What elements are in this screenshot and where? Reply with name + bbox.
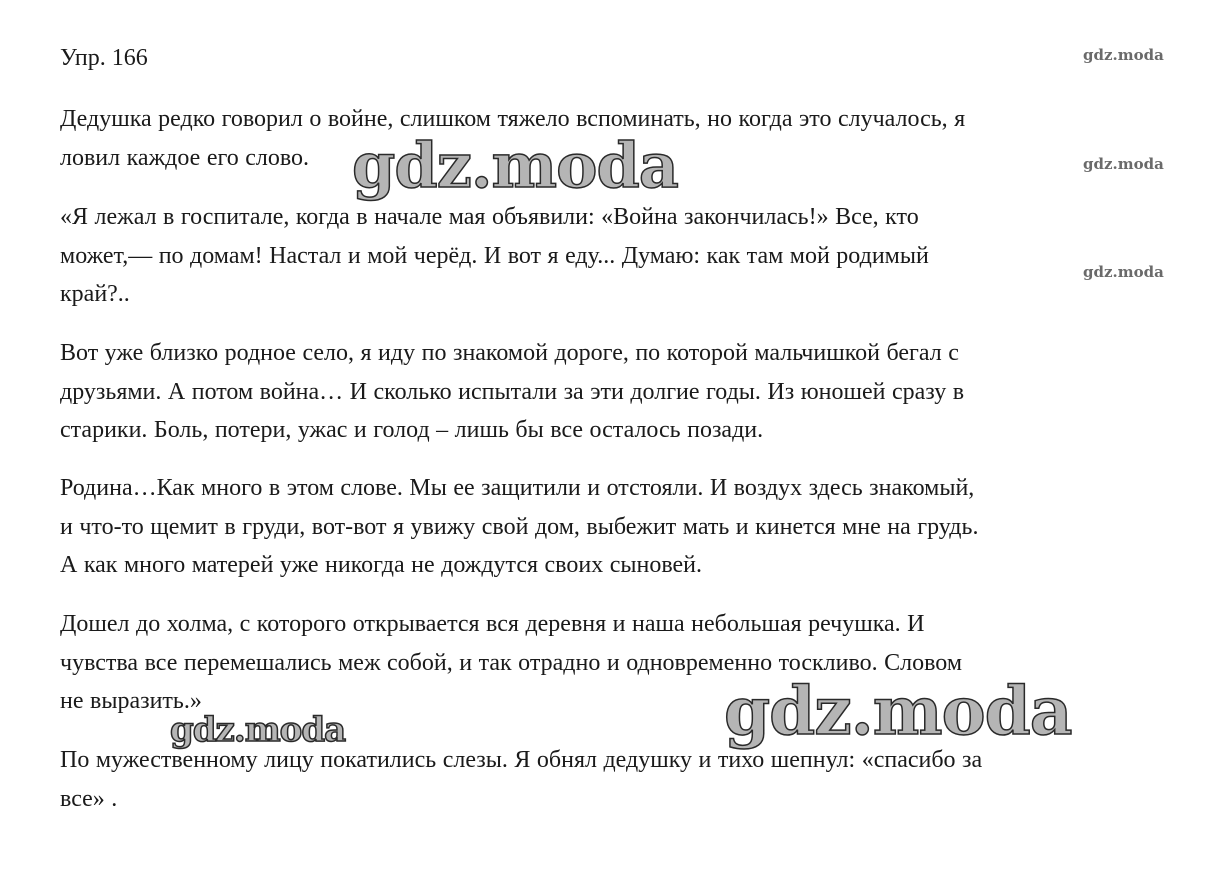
paragraph-line: может,— по домам! Настал и мой черёд. И вот я еду... Думаю: как там мой родимый	[60, 242, 929, 269]
watermark-large: gdz.moda	[352, 129, 678, 202]
paragraph-4	[60, 469, 1185, 585]
paragraph-line: «Я лежал в госпитале, когда в начале мая объявили: «Война закончилась!» Все, кто	[60, 204, 919, 230]
paragraph-3	[60, 334, 1185, 450]
paragraph-line: По мужественному лицу покатились слезы. Я обнял дедушку и тихо шепнул: «спасибо за	[60, 747, 983, 773]
watermark-small: gdz.moda	[1083, 263, 1164, 281]
paragraph-2	[60, 198, 1185, 314]
paragraph-line: Родина…Как много в этом слове. Мы ее защитили и отстояли. И воздух здесь знакомый,	[60, 475, 975, 501]
paragraph-line: Вот уже близко родное село, я иду по знакомой дороге, по которой мальчишкой бегал с	[60, 340, 959, 366]
exercise-title: Упр. 166	[60, 45, 148, 71]
paragraph-line: А как много матерей уже никогда не дождутся своих сыновей.	[60, 552, 702, 578]
watermark-small: gdz.moda	[1083, 46, 1164, 64]
paragraph-line: старики. Боль, потери, ужас и голод – лишь бы все осталось позади.	[60, 417, 764, 443]
watermark-medium: gdz.moda	[170, 710, 346, 750]
paragraph-line: не выразить.»	[60, 688, 202, 714]
paragraph-line: Дедушка редко говорил о войне, слишком тяжело вспоминать, но когда это случалось, я	[60, 106, 966, 132]
paragraph-line: ловил каждое его слово.	[60, 144, 310, 171]
paragraph-line: и что-то щемит в груди, вот-вот я увижу свой дом, выбежит мать и кинется мне на грудь.	[60, 513, 979, 540]
paragraph-line: друзьями. А потом война… И сколько испытали за эти долгие годы. Из юношей сразу в	[60, 378, 965, 405]
paragraph-line: чувства все перемешались меж собой, и так отрадно и одновременно тоскливо. Словом	[60, 649, 963, 676]
watermark-large: gdz.moda	[724, 672, 1072, 750]
paragraph-6	[60, 741, 1185, 818]
paragraph-line: все» .	[60, 785, 118, 812]
paragraph-line: Дошел до холма, с которого открывается вся деревня и наша небольшая речушка. И	[60, 611, 925, 637]
watermark-small: gdz.moda	[1083, 155, 1164, 173]
paragraph-line: край?..	[60, 281, 130, 307]
